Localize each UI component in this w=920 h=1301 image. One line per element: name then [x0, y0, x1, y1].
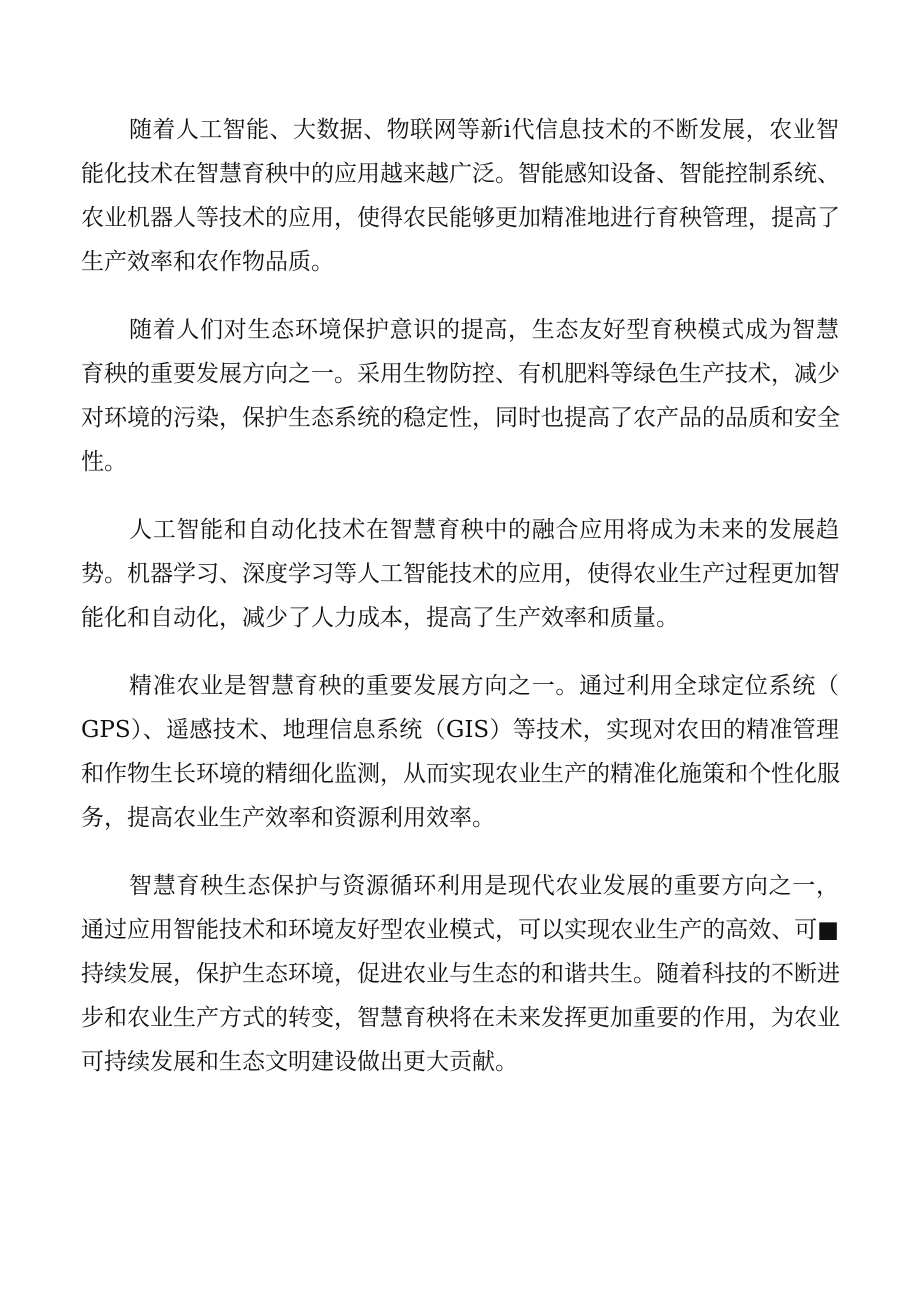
paragraph-line: 务，提高农业生产效率和资源利用效率。: [81, 805, 495, 831]
paragraph-line: 步和农业生产方式的转变，智慧育秧将在未来发挥更加重要的作用，为农业: [81, 1005, 840, 1031]
paragraph-2: [81, 308, 839, 484]
paragraph-line: 性。: [81, 449, 127, 475]
document-body: [81, 108, 839, 1108]
paragraph-1: [81, 108, 839, 284]
paragraph-line: 能化和自动化，减少了人力成本，提高了生产效率和质量。: [81, 605, 679, 631]
paragraph-3: [81, 508, 839, 640]
paragraph-line: 可持续发展和生态文明建设做出更大贡献。: [81, 1049, 518, 1075]
paragraph-line: GPS）、遥感技术、地理信息系统（GIS）等技术，实现对农田的精准管理: [81, 717, 839, 743]
paragraph-4: [81, 664, 839, 840]
paragraph-line: 智慧育秧生态保护与资源循环利用是现代农业发展的重要方向之一，: [129, 873, 839, 899]
paragraph-line: 通过应用智能技术和环境友好型农业模式，可以实现农业生产的高效、可■: [81, 917, 839, 943]
paragraph-line: 和作物生长环境的精细化监测，从而实现农业生产的精准化施策和个性化服: [81, 761, 840, 787]
paragraph-line: 育秧的重要发展方向之一。采用生物防控、有机肥料等绿色生产技术，减少: [81, 361, 840, 387]
paragraph-line: 随着人们对生态环境保护意识的提高，生态友好型育秧模式成为智慧: [129, 317, 839, 343]
paragraph-line: 农业机器人等技术的应用，使得农民能够更加精准地进行育秧管理，提高了: [81, 205, 840, 231]
paragraph-line: 生产效率和农作物品质。: [81, 249, 334, 275]
paragraph-line: 人工智能和自动化技术在智慧育秧中的融合应用将成为未来的发展趋: [129, 517, 839, 543]
paragraph-line: 随着人工智能、大数据、物联网等新i代信息技术的不断发展，农业智: [129, 117, 839, 143]
paragraph-5: [81, 864, 839, 1084]
paragraph-line: 能化技术在智慧育秧中的应用越来越广泛。智能感知设备、智能控制系统、: [81, 161, 840, 187]
paragraph-line: 对环境的污染，保护生态系统的稳定性，同时也提高了农产品的品质和安全: [81, 405, 840, 431]
paragraph-line: 势。机器学习、深度学习等人工智能技术的应用，使得农业生产过程更加智: [81, 561, 840, 587]
paragraph-line: 持续发展，保护生态环境，促进农业与生态的和谐共生。随着科技的不断进: [81, 961, 840, 987]
paragraph-line: 精准农业是智慧育秧的重要发展方向之一。通过利用全球定位系统（: [129, 673, 839, 699]
